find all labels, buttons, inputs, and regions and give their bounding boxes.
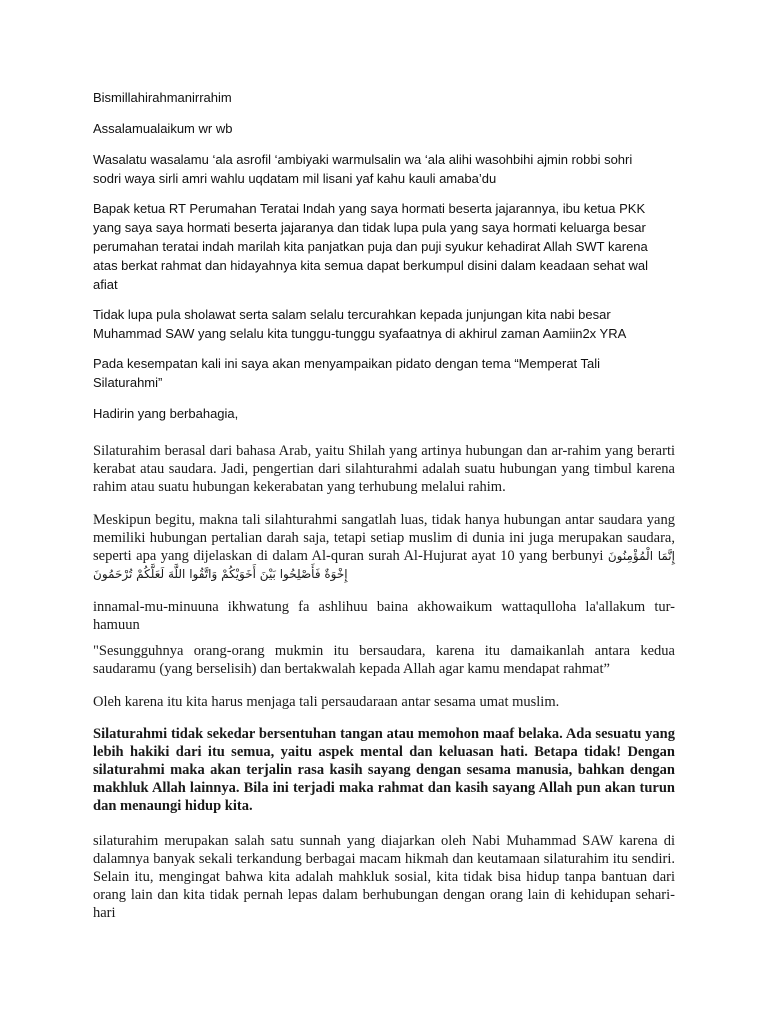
opening-prayer-paragraph: Wasalatu wasalamu ‘ala asrofil ‘ambiyaki warmulsalin wa ‘ala alihi wasohbihi ajmin robbi sohri sodri waya sirli amri wahlu uqdatam mil lisani yaf kahu kauli amaba’du (93, 152, 633, 186)
conclusion-sentence: Oleh karena itu kita harus menjaga tali persaudaraan antar sesama umat muslim. (93, 694, 560, 710)
respect-greeting-paragraph: Bapak ketua RT Perumahan Teratai Indah yang saya hormati beserta jajarannya, ibu ketua PKK yang saya saya hormati beserta jajaranya dan tidak lupa pula yang saya hormati keluarga besar perumahan teratai indah marilah kita panjatkan puja dan puji syukur kehadirat Allah SWT karena atas berkat rahmat dan hidayahnya kita semua dapat berkumpul disini dalam keadaan sehat wal afiat (93, 201, 649, 292)
greeting: Assalamualaikum wr wb (93, 121, 233, 136)
verse-transliteration: innamal-mu-minuuna ikhwatung fa ashlihuu baina akhowaikum wattaqulloha la'allakum tur-hamuun (93, 599, 675, 633)
opening-basmalah: Bismillahirahmanirrahim (93, 90, 232, 105)
sholawat-paragraph: Tidak lupa pula sholawat serta salam selalu tercurahkan kepada junjungan kita nabi besar Muhammad SAW yang selalu kita tunggu-tunggu syafaatnya di akhirul zaman Aamiin2x YRA (93, 307, 627, 341)
speech-theme-paragraph: Pada kesempatan kali ini saya akan menyampaikan pidato dengan tema “Memperat Tali Silaturahmi” (93, 356, 601, 390)
arabic-verse: إِنَّمَا الْمُؤْمِنُونَ إِخْوَةٌ فَأَصْلِحُوا بَيْنَ أَخَوَيْكُمْ وَاتَّقُوا اللَّهَ لَعَلَّكُمْ تُرْحَمُونَ (93, 549, 675, 581)
verse-translation: "Sesungguhnya orang-orang mukmin itu bersaudara, karena itu damaikanlah antara kedua saudaramu (yang berselisih) dan bertakwalah kepada Allah agar kamu mendapat rahmat” (93, 643, 675, 677)
quran-reference-text: Meskipun begitu, makna tali silahturahmi sangatlah luas, tidak hanya hubungan antar saudara yang memiliki hubungan pertalian darah saja, tetapi setiap muslim di dunia ini juga merupakan saudara, seperti apa yang dijelaskan di dalam Al-quran surah Al-Hujurat ayat 10 yang berbunyi (93, 512, 675, 564)
silaturahmi-meaning-paragraph: Silaturahmi tidak sekedar bersentuhan tangan atau memohon maaf belaka. Ada sesuatu yang lebih hakiki dari itu semua, yaitu aspek mental dan keluasan hati. Betapa tidak! Dengan silaturahmi maka akan terjalin rasa kasih sayang dengan sesama manusia, bahkan dengan makhluk Allah lainnya. Bila ini terjadi maka rahmat dan kasih sayang Allah pun akan turun dan menaungi hidup kita. (93, 726, 675, 814)
quran-reference-paragraph (93, 511, 675, 583)
silaturahim-definition-paragraph: Silaturahim berasal dari bahasa Arab, yaitu Shilah yang artinya hubungan dan ar-rahim yang berarti kerabat atau saudara. Jadi, pengertian dari silahturahmi adalah suatu hubungan yang timbul karena rahim atau suatu hubungan kekerabatan yang terhubung melalui rahim. (93, 443, 675, 495)
silaturahim-sunnah-paragraph: silaturahim merupakan salah satu sunnah yang diajarkan oleh Nabi Muhammad SAW karena di dalamnya banyak sekali terkandung berbagai macam hikmah dan keutamaan silaturahim itu sendiri. Selain itu, mengingat bahwa kita adalah mahkluk sosial, kita tidak bisa hidup tanpa bantuan dari orang lain dan kita tidak pernah lepas dalam berhubungan dengan orang lain di kehidupan sehari-hari (93, 833, 675, 921)
audience-greeting: Hadirin yang berbahagia, (93, 406, 239, 421)
